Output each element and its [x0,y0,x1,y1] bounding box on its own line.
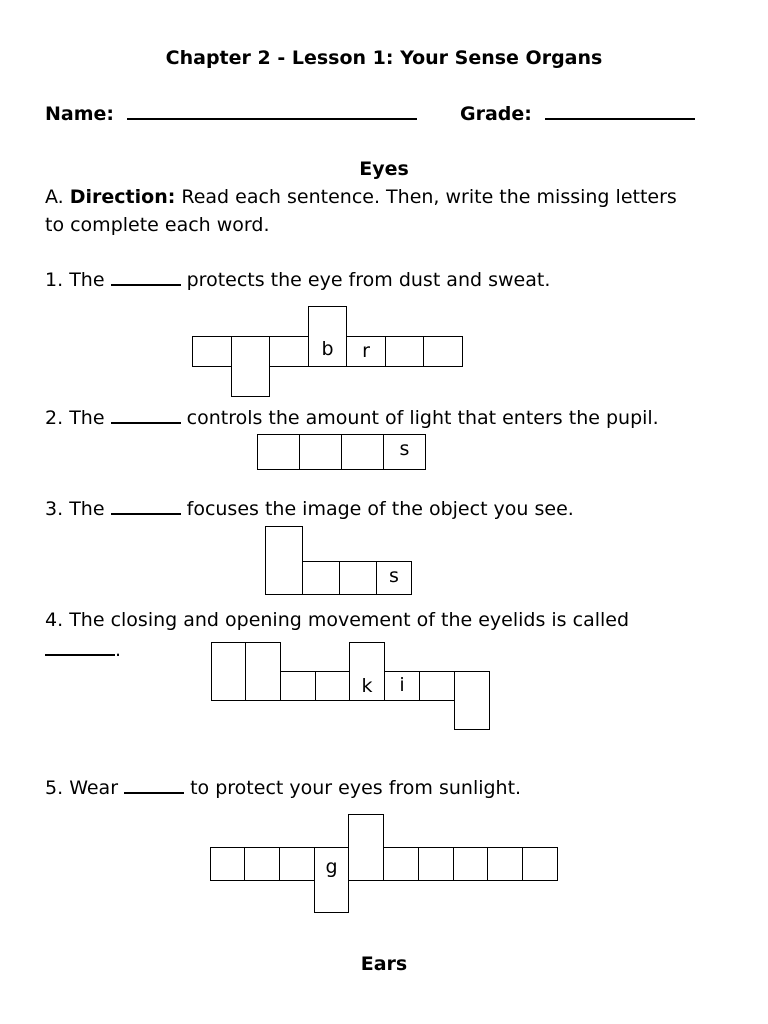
letter-box[interactable] [269,336,309,367]
question-text: The [69,498,105,520]
letter-box[interactable] [454,671,490,730]
answer-blank[interactable] [124,774,184,794]
letter-box[interactable]: s [376,561,412,595]
letter-box[interactable] [487,847,523,881]
grade-blank[interactable] [545,100,695,120]
letter-box[interactable] [418,847,454,881]
letter-box[interactable] [423,336,463,367]
section-heading-ears: Ears [360,953,408,975]
question-1 [45,266,550,294]
question-text: . [115,639,122,661]
letter-box[interactable] [453,847,488,881]
question-4 [45,606,629,634]
name-row [45,100,417,128]
question-text: to protect your eyes from sunlight. [190,777,522,799]
letter-box[interactable] [257,434,300,470]
letter-box[interactable]: i [384,671,420,701]
question-text: The [69,407,105,429]
grade-label: Grade: [460,103,532,125]
direction-line-1 [45,183,677,211]
grade-row [460,100,695,128]
letter-box[interactable] [419,671,455,701]
question-2 [45,404,659,432]
question-text: protects the eye from dust and sweat. [186,269,551,291]
letter-box[interactable] [315,671,350,701]
letter-box[interactable] [192,336,232,367]
letter-box[interactable]: k [349,642,385,701]
answer-blank[interactable] [111,495,181,515]
name-blank[interactable] [127,100,417,120]
letter-box[interactable] [265,526,303,595]
question-number: 2. [45,407,64,429]
letter-box[interactable] [279,847,315,881]
answer-blank[interactable] [111,404,181,424]
question-text: Wear [69,777,119,799]
question-4-continued [45,636,121,664]
letter-box[interactable]: g [314,847,349,913]
direction-label: Direction: [69,186,176,208]
question-number: 4. [45,609,64,631]
letter-box[interactable] [302,561,340,595]
letter-box[interactable]: s [383,434,426,470]
question-text: focuses the image of the object you see. [186,498,574,520]
direction-line-2: to complete each word. [45,214,270,236]
letter-box[interactable] [280,671,316,701]
page-title: Chapter 2 - Lesson 1: Your Sense Organs [165,47,603,69]
letter-box[interactable] [348,814,384,881]
question-text: The [69,269,105,291]
letter-box[interactable] [385,336,424,367]
question-5 [45,774,521,802]
question-number: 1. [45,269,64,291]
letter-box[interactable] [522,847,558,881]
name-label: Name: [45,103,115,125]
letter-box[interactable] [244,847,280,881]
answer-blank[interactable] [45,636,115,656]
question-number: 3. [45,498,64,520]
answer-blank[interactable] [111,266,181,286]
question-number: 5. [45,777,64,799]
letter-box[interactable] [210,847,245,881]
letter-box[interactable]: b [308,306,347,367]
question-3 [45,495,574,523]
letter-box[interactable] [231,336,270,397]
letter-box[interactable] [211,642,246,701]
question-text: The closing and opening movement of the eyelids is called [69,609,630,631]
letter-box[interactable] [383,847,419,881]
section-heading-eyes: Eyes [359,158,409,180]
letter-box[interactable] [341,434,384,470]
direction-text-1: Read each sentence. Then, write the missing letters [181,186,677,208]
letter-box[interactable]: r [346,336,386,367]
letter-box[interactable] [299,434,342,470]
direction-prefix: A. [45,186,64,208]
letter-box[interactable] [245,642,281,701]
question-text: controls the amount of light that enters the pupil. [186,407,659,429]
letter-box[interactable] [339,561,377,595]
